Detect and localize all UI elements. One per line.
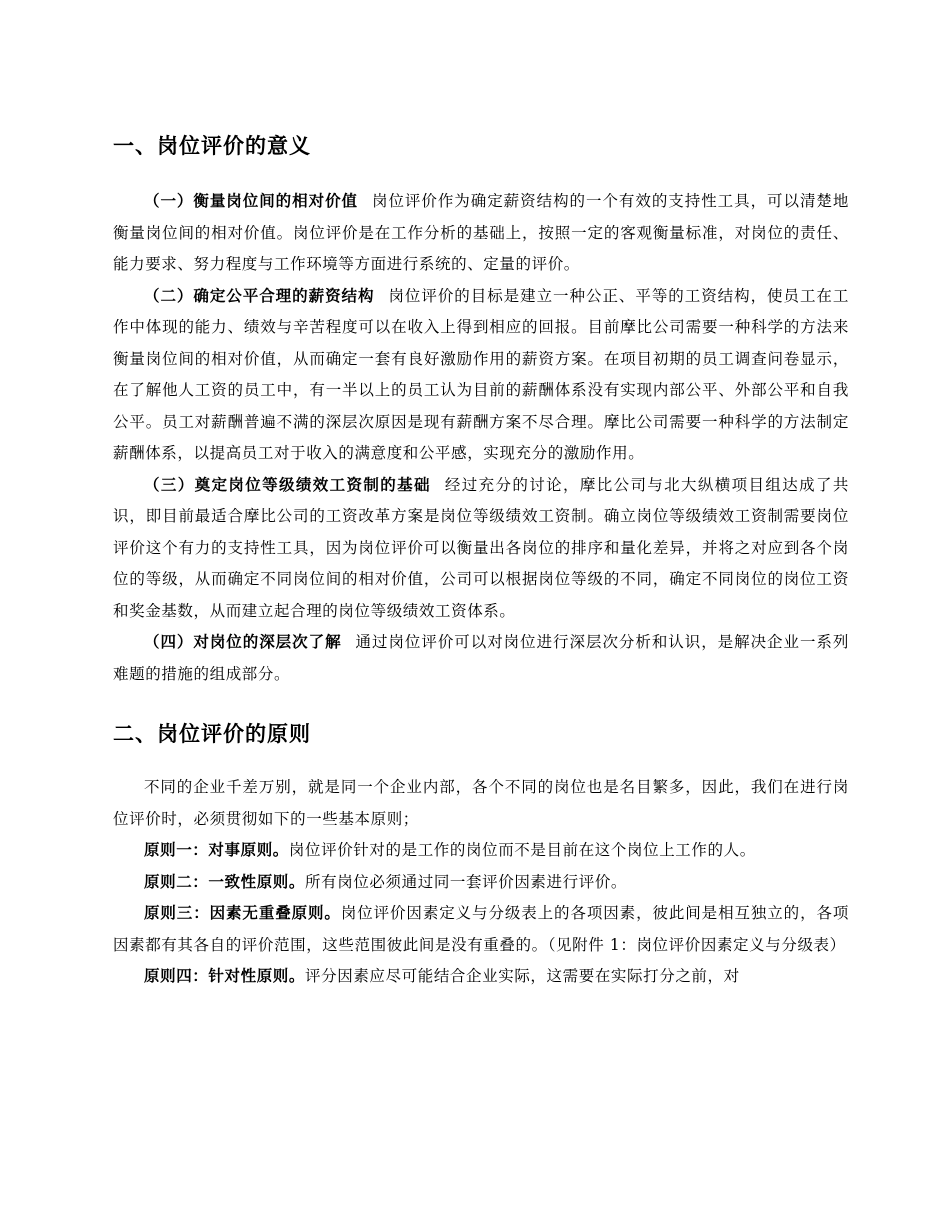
- paragraph-2-lead: （二）确定公平合理的薪资结构: [144, 286, 375, 305]
- principle-1-text: 岗位评价针对的是工作的岗位而不是目前在这个岗位上工作的人。: [288, 841, 756, 859]
- principle-4: [113, 961, 849, 993]
- principle-4-lead: 原则四：针对性原则。: [144, 967, 306, 985]
- paragraph-3-lead: （三）奠定岗位等级绩效工资制的基础: [144, 475, 431, 494]
- document-page: [113, 128, 849, 993]
- principle-1: [113, 835, 849, 867]
- section-1-title: 一、岗位评价的意义: [113, 134, 311, 158]
- principle-3: [113, 898, 849, 961]
- paragraph-2: [113, 281, 849, 470]
- principle-2-lead: 原则二：一致性原则。: [144, 872, 306, 891]
- paragraph-4: [113, 627, 849, 690]
- principle-3-lead: 原则三：因素无重叠原则。: [144, 904, 341, 922]
- paragraph-3-text: 经过充分的讨论，摩比公司与北大纵横项目组达成了共识，即目前最适合摩比公司的工资改革方案是岗位等级绩效工资制。确立岗位等级绩效工资制需要岗位评价这个有力的支持性工具，因为岗位评价可以衡量出各岗位的排序和量化差异，并将之对应到各个岗位的等级，从而确定不同岗位间的相对价值，公司可以根据岗位等级的不同，确定不同岗位的岗位工资和奖金基数，从而建立起合理的岗位等级绩效工资体系。: [113, 475, 850, 620]
- principle-4-text: 评分因素应尽可能结合企业实际，这需要在实际打分之前，对: [305, 967, 740, 985]
- principle-3-text: 岗位评价因素定义与分级表上的各项因素，彼此间是相互独立的，各项因素都有其各自的评价范围，这些范围彼此间是没有重叠的。（见附件 1：岗位评价因素定义与分级表）: [113, 904, 849, 954]
- paragraph-1-text: 岗位评价作为确定薪资结构的一个有效的支持性工具，可以清楚地衡量岗位间的相对价值。岗位评价是在工作分析的基础上，按照一定的客观衡量标准，对岗位的责任、能力要求、努力程度与工作环境等方面进行系统的、定量的评价。: [113, 192, 849, 273]
- principle-2-text: 所有岗位必须通过同一套评价因素进行评价。: [305, 872, 628, 891]
- principle-2: [113, 867, 849, 899]
- paragraph-4-lead: （四）对岗位的深层次了解: [144, 633, 342, 651]
- paragraph-2-text: 岗位评价的目标是建立一种公正、平等的工资结构，使员工在工作中体现的能力、绩效与辛苦程度可以在收入上得到相应的回报。目前摩比公司需要一种科学的方法来衡量岗位间的相对价值，从而确定一套有良好激励作用的薪资方案。在项目初期的员工调查问卷显示，在了解他人工资的员工中，有一半以上的员工认为目前的薪酬体系没有实现内部公平、外部公平和自我公平。员工对薪酬普遍不满的深层次原因是现有薪酬方案不尽合理。摩比公司需要一种科学的方法制定薪酬体系，以提高员工对于收入的满意度和公平感，实现充分的激励作用。: [113, 286, 849, 462]
- principle-1-lead: 原则一：对事原则。: [144, 841, 289, 859]
- section-2-intro: 不同的企业千差万别，就是同一个企业内部，各个不同的岗位也是名目繁多，因此，我们在进行岗位评价时，必须贯彻如下的一些基本原则；: [113, 778, 849, 828]
- paragraph-3: [113, 470, 849, 628]
- paragraph-1-lead: （一）衡量岗位间的相对价值: [144, 192, 358, 210]
- section-2-title: 二、岗位评价的原则: [113, 722, 311, 746]
- paragraph-4-text: 通过岗位评价可以对岗位进行深层次分析和认识，是解决企业一系列难题的措施的组成部分。: [113, 633, 849, 683]
- paragraph-1: [113, 186, 849, 281]
